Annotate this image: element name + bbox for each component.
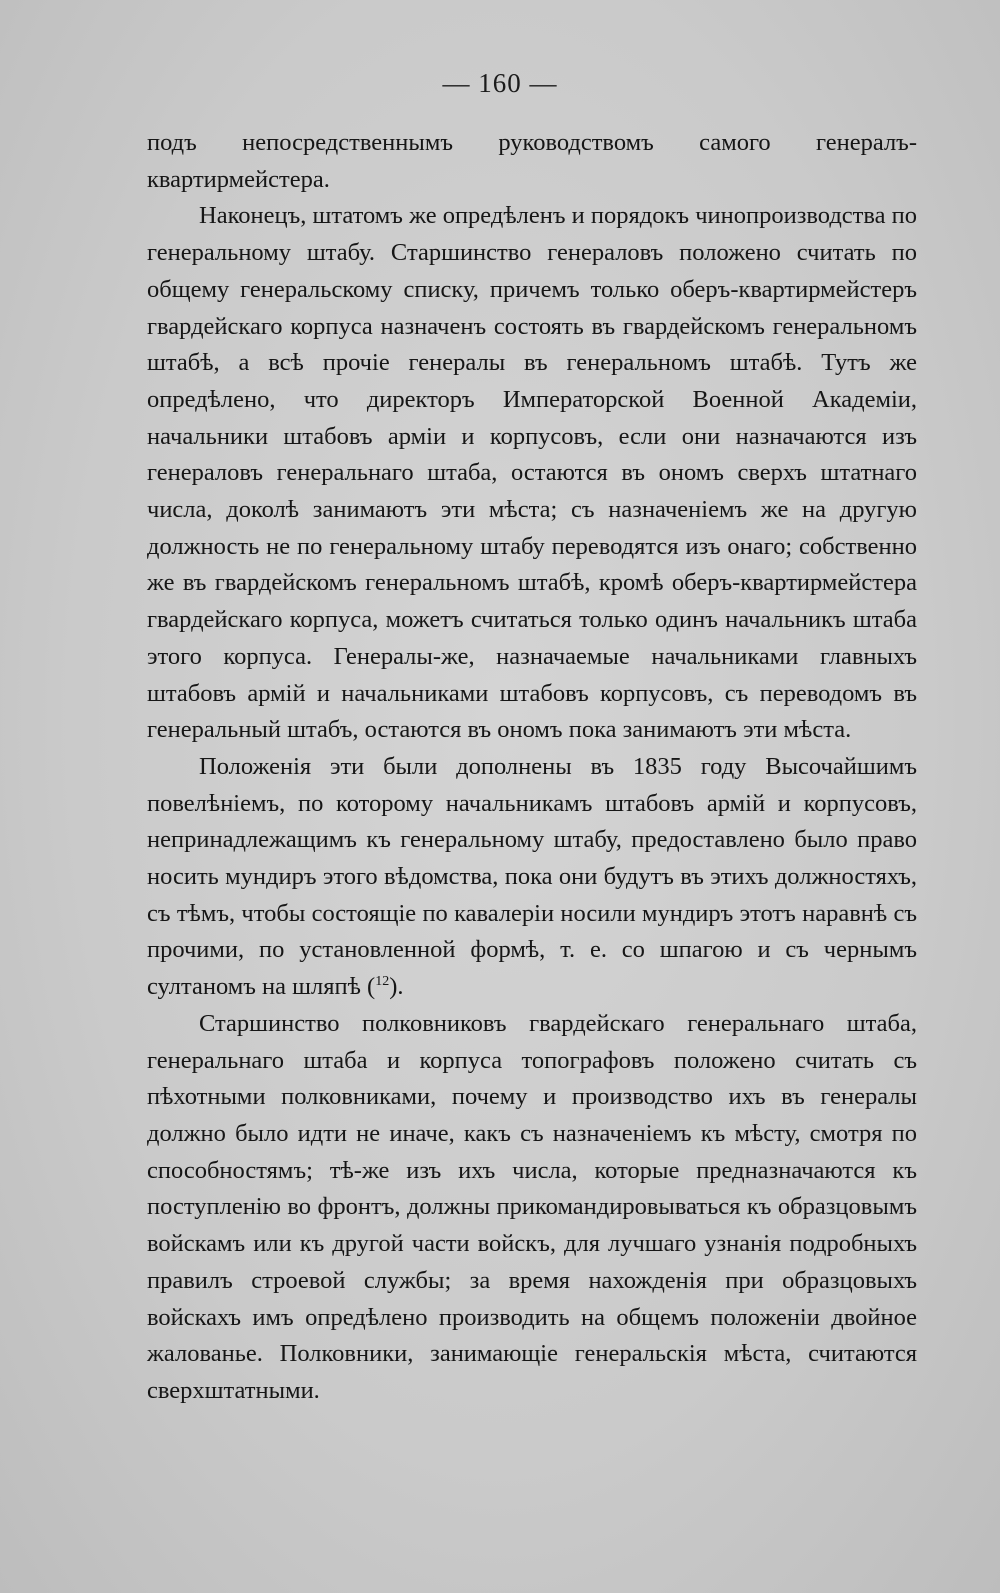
paragraph-2-text: Наконецъ, штатомъ же опредѣленъ и порядокъ чинопроизводства по генеральному штабу. Старшинство генераловъ положено считать по общему генеральскому списку, причемъ только оберъ-квартирмейстеръ гвардейскаго корпуса назначенъ состоять въ гвардейскомъ генеральномъ штабѣ, а всѣ прочіе генералы въ генеральномъ штабѣ. Тутъ же опредѣлено, что директоръ Императорской Военной Академіи, начальники штабовъ арміи и корпусовъ, если они назначаются изъ генераловъ генеральнаго штаба, остаются въ ономъ сверхъ штатнаго числа, доколѣ занимаютъ эти мѣста; съ назначеніемъ же на другую должность не по генеральному штабу переводятся изъ онаго; собственно же въ гвардейскомъ генеральномъ штабѣ, кромѣ оберъ-квартирмейстера гвардейскаго корпуса, можетъ считаться только одинъ начальникъ штаба этого корпуса. Генералы-же, назначаемые начальниками главныхъ штабовъ армій и начальниками штабовъ корпусовъ, съ переводомъ въ генеральный штабъ, остаются въ ономъ пока занимаютъ эти мѣста. bbox=[147, 202, 917, 744]
footnote-reference: 12 bbox=[375, 974, 390, 990]
page-number: — 160 — bbox=[442, 68, 558, 98]
paragraph-3-tail: ). bbox=[389, 973, 404, 1001]
paragraph-1 bbox=[147, 125, 917, 198]
text-body bbox=[147, 125, 917, 1410]
paragraph-3 bbox=[147, 749, 917, 1006]
paragraph-4 bbox=[147, 1006, 917, 1410]
paragraph-3-text: Положенія эти были дополнены въ 1835 году Высочайшимъ повелѣніемъ, по которому начальникамъ штабовъ армій и корпусовъ, непринадлежащимъ къ генеральному штабу, предоставлено было право носить мундиръ этого вѣдомства, пока они будутъ въ этихъ должностяхъ, съ тѣмъ, чтобы состоящіе по кавалеріи носили мундиръ этотъ наравнѣ съ прочими, по установленной формѣ, т. е. со шпагою и съ чернымъ султаномъ на шляпѣ ( bbox=[147, 752, 917, 1001]
paragraph-1-text: подъ непосредственнымъ руководствомъ самого генералъ-квартирмейстера. bbox=[147, 129, 917, 193]
paragraph-4-text: Старшинство полковниковъ гвардейскаго генеральнаго штаба, генеральнаго штаба и корпуса топографовъ положено считать съ пѣхотными полковниками, почему и производство ихъ въ генералы должно было идти не иначе, какъ съ назначеніемъ къ мѣсту, смотря по способностямъ; тѣ-же изъ ихъ числа, которые предназначаются къ поступленію во фронтъ, должны прикомандировываться къ образцовымъ войскамъ или къ другой части войскъ, для лучшаго узнанія подробныхъ правилъ строевой службы; за время нахожденія при образцовыхъ войскахъ имъ опредѣлено производить на общемъ положеніи двойное жалованье. Полковники, занимающіе генеральскія мѣста, считаются сверхштатными. bbox=[147, 1009, 917, 1404]
paragraph-2 bbox=[147, 198, 917, 749]
